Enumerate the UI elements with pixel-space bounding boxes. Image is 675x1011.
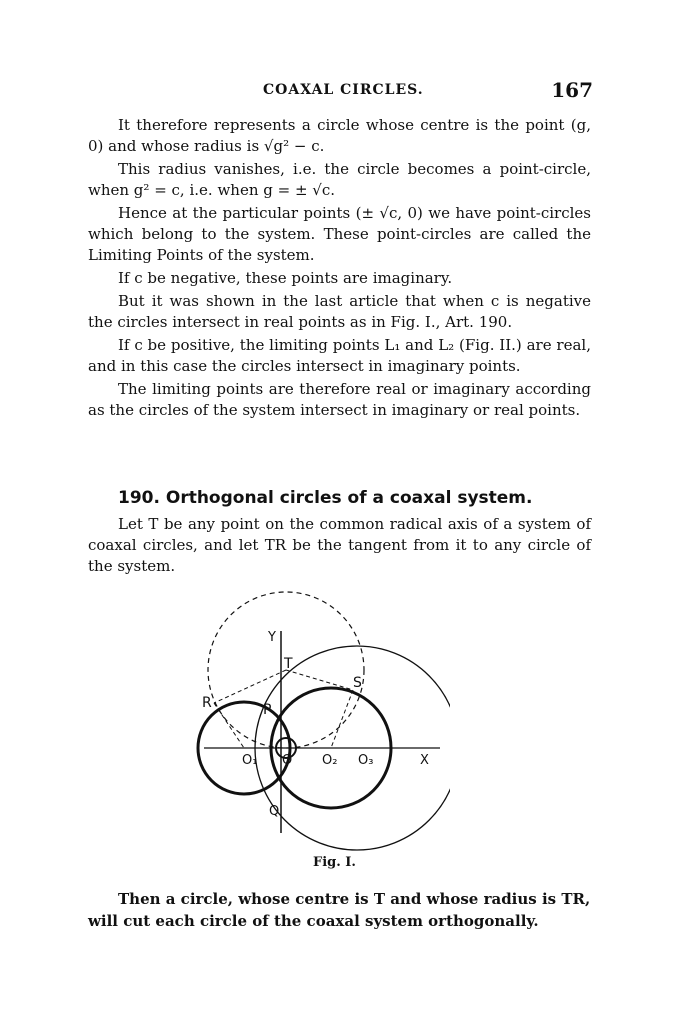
label-o: O — [282, 753, 293, 768]
paragraph: But it was shown in the last article that when c is negative the circles intersect in real points as in Fig. I., Art. 190. — [88, 292, 591, 331]
page-number: 167 — [551, 78, 593, 102]
label-o2: O₂ — [322, 753, 338, 768]
running-head: COAXAL CIRCLES. — [263, 82, 424, 98]
label-y: Y — [268, 630, 276, 645]
paragraph: The limiting points are therefore real or imaginary according as the circles of the system intersect in imaginary or real points. — [88, 380, 591, 419]
closing-paragraph: Then a circle, whose centre is T and whose radius is TR, will cut each circle of the coaxal system orthogonally. — [88, 890, 591, 930]
label-r: R — [202, 695, 212, 711]
label-x: X — [420, 753, 429, 768]
label-t: T — [284, 656, 293, 672]
figure-caption: Fig. I. — [313, 855, 356, 870]
paragraph: If c be negative, these points are imaginary. — [118, 269, 453, 287]
page-header — [115, 80, 593, 104]
body-text-mid — [88, 514, 591, 579]
paragraph: If c be positive, the limiting points L₁ and L₂ (Fig. II.) are real, and in this case the circles intersect in imaginary points. — [88, 336, 591, 375]
body-text-top — [88, 115, 591, 423]
coaxal-circles-figure — [190, 578, 450, 857]
paragraph: Hence at the particular points (± √c, 0) we have point-circles which belong to the system. These point-circles are called the Limiting Points of the system. — [88, 204, 591, 264]
paragraph: This radius vanishes, i.e. the circle becomes a point-circle, when g² = c, i.e. when g = ± √c. — [88, 160, 591, 199]
label-q: Q — [269, 804, 280, 819]
label-o3: O₃ — [358, 753, 374, 768]
label-p: P — [263, 702, 272, 718]
label-s: S — [353, 675, 362, 691]
label-o1: O₁ — [242, 753, 258, 768]
paragraph: It therefore represents a circle whose centre is the point (g, 0) and whose radius is √g² − c. — [88, 116, 591, 155]
paragraph: Let T be any point on the common radical axis of a system of coaxal circles, and let TR be the tangent from it to any circle of the system. — [88, 515, 591, 575]
section-heading: 190. Orthogonal circles of a coaxal system. — [118, 488, 533, 508]
